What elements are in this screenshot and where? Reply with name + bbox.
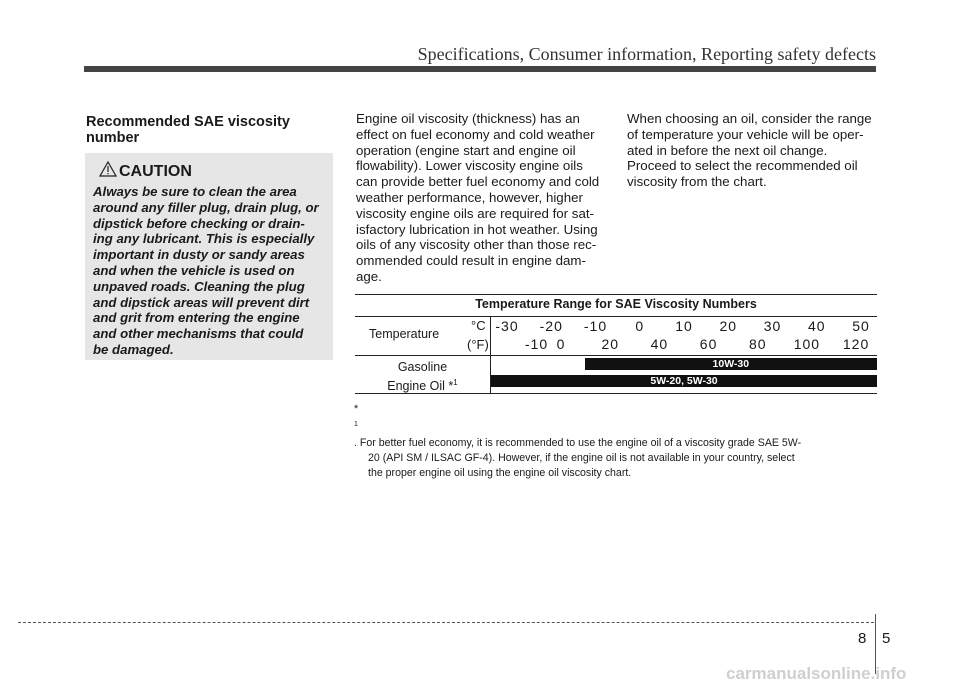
caution-body [93, 184, 329, 358]
celsius-unit-label: °C [471, 318, 486, 333]
paragraph-line: age. [356, 268, 382, 284]
celsius-tick-label: 50 [852, 318, 870, 334]
paragraph-line: effect on fuel economy and cold weather [356, 126, 595, 142]
caution-line: be damaged. [93, 341, 174, 357]
paragraph-line: ated in before the next oil change. [627, 142, 828, 158]
engine-oil-label [355, 375, 490, 394]
celsius-scale [491, 318, 877, 336]
paragraph-line: isfactory lubrication in hot weather. Using [356, 221, 598, 237]
temperature-label: Temperature [369, 327, 440, 341]
warning-triangle-icon [99, 161, 117, 177]
footnote-line: the proper engine oil using the engine oil viscosity chart. [368, 466, 632, 479]
paragraph-line: viscosity from the chart. [627, 174, 767, 190]
fahrenheit-tick-label: 100 [793, 336, 821, 352]
paragraph-line: can provide better fuel economy and cold [356, 174, 600, 190]
paragraph-line: flowability). Lower viscosity engine oils [356, 158, 583, 174]
footnote-ref: 1 [453, 378, 458, 387]
footnote-line [354, 402, 878, 451]
fahrenheit-tick-label: 60 [699, 336, 718, 352]
caution-line: Always be sure to clean the area [93, 184, 297, 199]
fahrenheit-tick-label: 20 [601, 336, 620, 352]
viscosity-explanation-paragraph [356, 111, 605, 285]
celsius-tick-label: -20 [539, 318, 563, 334]
footnote-text: . For better fuel economy, it is recommended to use the engine oil of a viscosity grade SAE 5W- [354, 436, 802, 449]
viscosity-grade-bar: 5W-20, 5W-30 [491, 375, 877, 387]
section-heading-line: Recommended SAE viscosity [86, 114, 290, 130]
viscosity-chart-table [355, 294, 877, 394]
celsius-tick-label: -30 [495, 318, 519, 334]
page-header-title: Specifications, Consumer information, Reporting safety defects [417, 44, 876, 64]
celsius-tick-label: 40 [807, 318, 826, 334]
gasoline-engine-oil-label [355, 359, 490, 394]
fahrenheit-tick-label: 0 [556, 336, 566, 352]
celsius-tick-label: 0 [635, 318, 645, 334]
paragraph-line: viscosity engine oils are required for sat- [356, 205, 594, 221]
celsius-tick-label: 20 [719, 318, 738, 334]
caution-line: and when the vehicle is used on [93, 262, 295, 278]
table-divider [355, 355, 877, 356]
header-rule [84, 66, 876, 72]
caution-line: around any filler plug, drain plug, or [93, 199, 319, 215]
caution-line: important in dusty or sandy areas [93, 247, 305, 263]
footer-rule [18, 622, 874, 623]
fahrenheit-tick-label: -10 [524, 336, 549, 352]
gasoline-label: Gasoline [397, 360, 448, 374]
caution-line: ing any lubricant. This is especially [93, 231, 315, 247]
viscosity-grade-bar: 10W-30 [585, 358, 877, 370]
section-heading-line: number [86, 130, 140, 146]
caution-line: and other mechanisms that could [93, 326, 304, 342]
celsius-tick-label: 30 [763, 318, 782, 334]
fahrenheit-tick-label: 120 [842, 336, 870, 352]
paragraph-line: ommended could result in engine dam- [356, 253, 586, 269]
fahrenheit-tick-label: 80 [748, 336, 767, 352]
footnote-line: 20 (API SM / ILSAC GF-4). However, if the engine oil is not available in your country, select [368, 451, 795, 464]
paragraph-line: operation (engine start and engine oil [356, 142, 576, 158]
caution-line: unpaved roads. Cleaning the plug [93, 278, 305, 294]
footnote-marker-sup: 1 [354, 421, 358, 428]
section-heading [86, 114, 326, 146]
paragraph-line: oils of any viscosity other than those rec- [356, 237, 597, 253]
watermark: carmanualsonline.info [726, 664, 907, 683]
page-number: 5 [882, 630, 891, 647]
caution-title: CAUTION [119, 163, 192, 180]
paragraph-line: weather performance, however, higher [356, 189, 583, 205]
paragraph-line: When choosing an oil, consider the range [627, 111, 872, 126]
fahrenheit-unit-label: (°F) [467, 337, 489, 352]
caution-line: dipstick before checking or drain- [93, 215, 305, 231]
footnote-marker: * [354, 403, 359, 415]
caution-box [85, 153, 333, 360]
paragraph-line: of temperature your vehicle will be oper- [627, 126, 864, 142]
fahrenheit-scale [491, 336, 877, 354]
paragraph-line: Engine oil viscosity (thickness) has an [356, 111, 580, 126]
viscosity-table-title: Temperature Range for SAE Viscosity Numbers [475, 297, 757, 311]
caution-line: and dipstick areas will prevent dirt [93, 294, 310, 310]
footnote [354, 402, 878, 481]
oil-choice-paragraph [627, 111, 877, 190]
fahrenheit-tick-label: 40 [650, 336, 669, 352]
chapter-number: 8 [858, 630, 867, 647]
engine-oil-text: Engine Oil * [387, 379, 454, 394]
caution-line: and grit from entering the engine [93, 310, 300, 326]
celsius-tick-label: 10 [675, 318, 693, 334]
table-divider [355, 316, 877, 317]
paragraph-line: Proceed to select the recommended oil [627, 158, 858, 174]
celsius-tick-label: -10 [583, 318, 608, 334]
